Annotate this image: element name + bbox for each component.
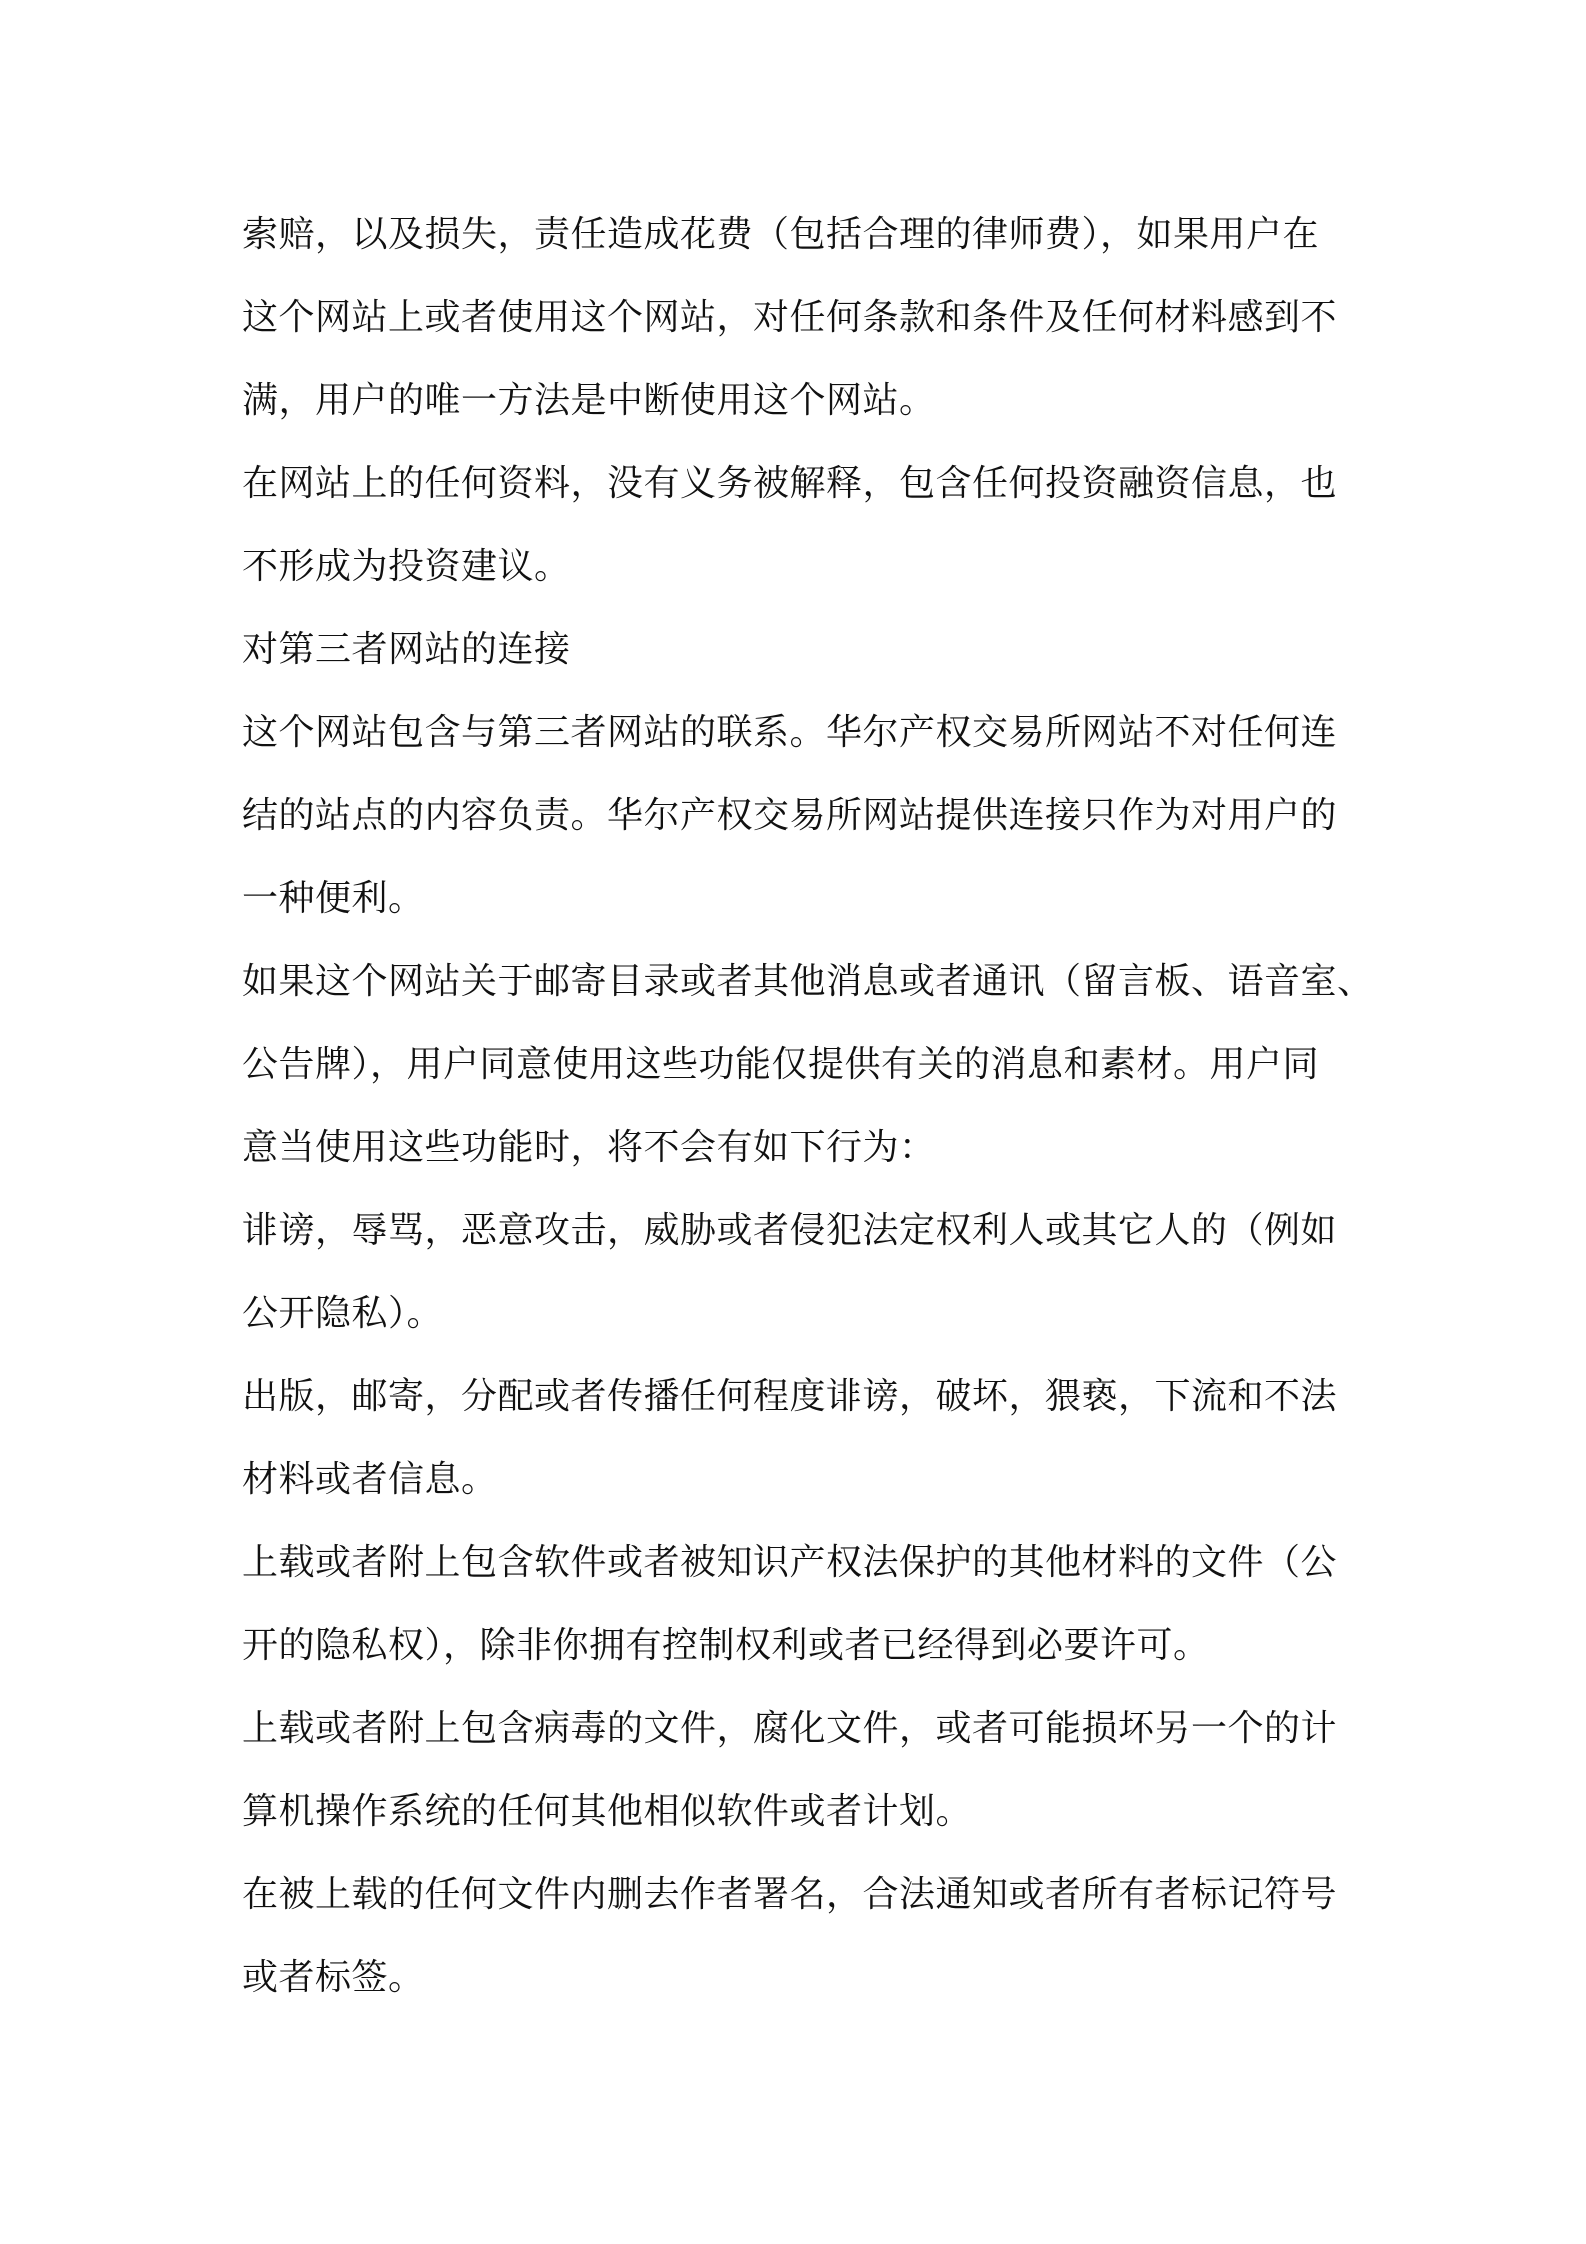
text-line: 材料或者信息。 <box>242 1459 498 1500</box>
text-line: 公开隐私）。 <box>242 1293 444 1334</box>
text-line: 在网站上的任何资料，没有义务被解释，包含任何投资融资信息，也 <box>242 463 1338 504</box>
list-item: 上载或者附上包含软件或者被知识产权法保护的其他材料的文件（公 <box>242 1542 1338 1583</box>
text-line: 这个网站上或者使用这个网站，对任何条款和条件及任何材料感到不 <box>242 297 1338 338</box>
text-line: 开的隐私权），除非你拥有控制权利或者已经得到必要许可。 <box>242 1625 1210 1666</box>
list-item: 在被上载的任何文件内删去作者署名，合法通知或者所有者标记符号 <box>242 1874 1338 1915</box>
text-line: 一种便利。 <box>242 878 425 919</box>
list-item: 上载或者附上包含病毒的文件，腐化文件，或者可能损坏另一个的计 <box>242 1708 1338 1749</box>
document-body <box>242 193 1374 2019</box>
text-line: 不形成为投资建议。 <box>242 546 571 587</box>
text-line: 意当使用这些功能时，将不会有如下行为： <box>242 1127 936 1168</box>
text-line: 或者标签。 <box>242 1957 425 1998</box>
list-item: 诽谤，辱骂，恶意攻击，威胁或者侵犯法定权利人或其它人的（例如 <box>242 1210 1338 1251</box>
text-line: 索赔，以及损失，责任造成花费（包括合理的律师费），如果用户在 <box>242 214 1320 255</box>
text-line: 这个网站包含与第三者网站的联系。华尔产权交易所网站不对任何连 <box>242 712 1338 753</box>
text-line: 结的站点的内容负责。华尔产权交易所网站提供连接只作为对用户的 <box>242 795 1338 836</box>
section-heading: 对第三者网站的连接 <box>242 629 571 670</box>
text-line: 如果这个网站关于邮寄目录或者其他消息或者通讯（留言板、语音室、 <box>242 961 1374 1002</box>
text-line: 满，用户的唯一方法是中断使用这个网站。 <box>242 380 936 421</box>
list-item: 出版，邮寄，分配或者传播任何程度诽谤，破坏，猥亵，下流和不法 <box>242 1376 1338 1417</box>
text-line: 算机操作系统的任何其他相似软件或者计划。 <box>242 1791 973 1832</box>
text-line: 公告牌），用户同意使用这些功能仅提供有关的消息和素材。用户同 <box>242 1044 1320 1085</box>
